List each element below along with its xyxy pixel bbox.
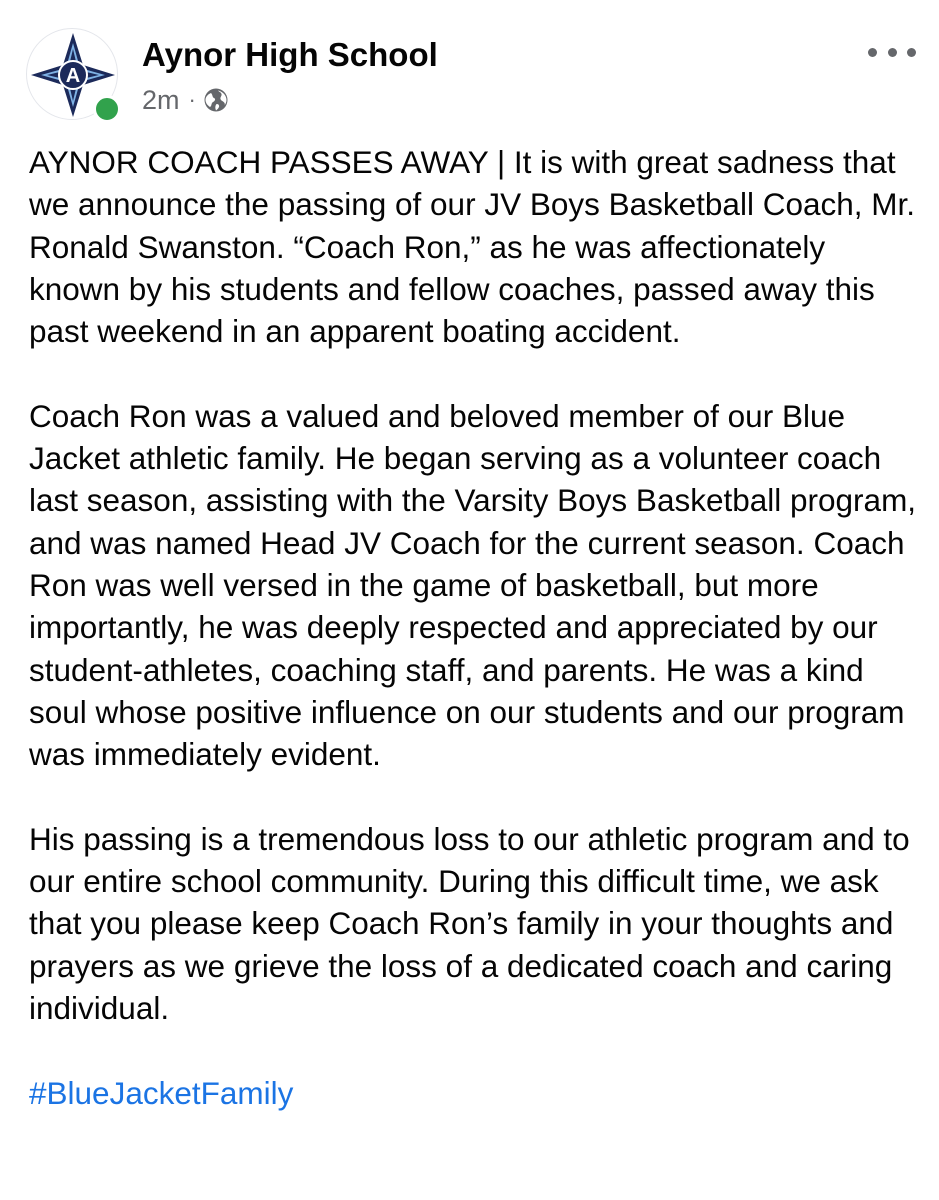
globe-icon[interactable]	[203, 87, 229, 113]
post-meta	[142, 84, 229, 116]
page-name[interactable]: Aynor High School	[142, 36, 438, 73]
page-avatar[interactable]	[26, 28, 118, 120]
post-body	[29, 141, 919, 1114]
more-options-button[interactable]	[868, 40, 916, 64]
post-paragraph: His passing is a tremendous loss to our athletic program and to our entire school community. During this difficult time, we ask that you please keep Coach Ron’s family in your thoughts and prayers as we grieve the loss of a dedicated coach and caring individual.	[29, 820, 910, 1026]
post-header	[26, 28, 916, 124]
more-dot	[888, 48, 897, 57]
online-status-dot	[93, 95, 121, 123]
more-dot	[868, 48, 877, 57]
more-dot	[907, 48, 916, 57]
post-paragraph: Coach Ron was a valued and beloved member of our Blue Jacket athletic family. He began serving as a volunteer coach last season, assisting with the Varsity Boys Basketball program, and was named Head JV Coach for the current season. Coach Ron was well versed in the game of basketball, but more importantly, he was deeply respected and appreciated by our student-athletes, coaching staff, and parents. He was a kind soul whose positive influence on our students and our program was immediately evident.	[29, 397, 917, 773]
hashtag-link[interactable]: #BlueJacketFamily	[29, 1074, 294, 1111]
post-paragraph: AYNOR COACH PASSES AWAY | It is with great sadness that we announce the passing of our JV Boys Basketball Coach, Mr. Ronald Swanston. “Coach Ron,” as he was affectionately known by his students and fellow coaches, passed away this past weekend in an apparent boating accident.	[29, 144, 915, 350]
meta-separator: ·	[188, 87, 196, 112]
post-timestamp[interactable]: 2m	[142, 84, 180, 115]
avatar-letter: A	[65, 65, 81, 87]
